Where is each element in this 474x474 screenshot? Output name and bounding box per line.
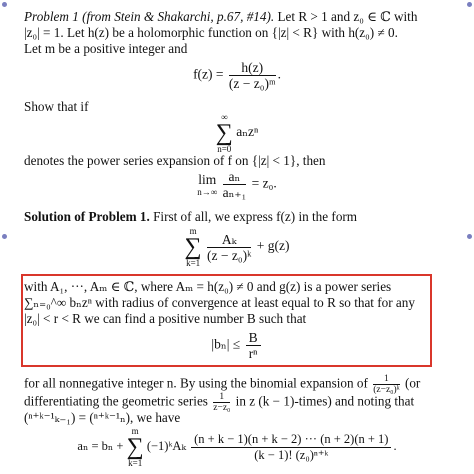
problem-line-2: |z₀| = 1. Let h(z) be a holomorphic function on {|z| < R} with h(z₀) ≠ 0. xyxy=(24,25,398,40)
final-equation xyxy=(0,426,474,468)
solution-title: Solution of Problem 1. xyxy=(24,209,150,224)
final-end: . xyxy=(393,438,397,453)
after-line-1-a: for all nonnegative integer n. By using the binomial expansion of xyxy=(24,375,368,391)
f-lhs: f(z) = xyxy=(193,66,224,82)
limit-denominator: aₙ₊₁ xyxy=(222,185,247,200)
final-denominator: (k − 1)! (z₀)ⁿ⁺ᵏ xyxy=(254,447,329,462)
problem-line-3: Let m be a positive integer and xyxy=(24,41,188,56)
binomial-fraction-denominator: (z−z₀)ᵏ xyxy=(373,385,400,395)
bound-denominator: rⁿ xyxy=(248,346,258,361)
decomposition-equation xyxy=(0,226,474,268)
limit-fraction xyxy=(223,169,247,200)
box-line-1: with A₁, ···, Aₘ ∈ ℂ, where Aₘ = h(z₀) ≠ 0 and g(z) is a power series xyxy=(24,279,392,294)
final-sum-lower: k=1 xyxy=(128,458,143,468)
series-term: aₙzⁿ xyxy=(236,124,259,140)
geometric-fraction-numerator: 1 xyxy=(213,392,230,403)
decomposition-sum-operator: m ∑ k=1 xyxy=(184,226,202,268)
final-mid: (−1)ᵏAₖ xyxy=(146,438,186,453)
power-series-equation xyxy=(0,112,474,154)
problem-heading: Problem 1 (from Stein & Shakarchi, p.67, #14). xyxy=(24,9,275,24)
limit-rhs: = z₀. xyxy=(251,175,277,191)
geometric-fraction-denominator: z−z₀ xyxy=(213,403,231,413)
f-end: . xyxy=(277,66,281,82)
bound-lhs: |bₙ| ≤ xyxy=(211,336,241,352)
limit-equation xyxy=(0,169,474,200)
after-line-3: (ⁿ⁺ᵏ⁻¹ₖ₋₁) = (ⁿ⁺ᵏ⁻¹ₙ), we have xyxy=(24,410,181,425)
after-line-2-a: differentiating the geometric series xyxy=(24,393,208,409)
series-sum-upper: ∞ xyxy=(221,112,228,122)
problem-line-1 xyxy=(24,9,460,25)
denotes-line: denotes the power series expansion of f on {|z| < 1}, then xyxy=(24,153,326,168)
decomposition-fraction xyxy=(207,232,251,263)
limit-numerator: aₙ xyxy=(223,169,247,185)
bound-fraction xyxy=(246,330,261,361)
decomposition-sum-upper: m xyxy=(189,226,197,236)
final-fraction xyxy=(191,432,391,463)
f-fraction xyxy=(229,60,276,91)
series-sum-lower: n=0 xyxy=(217,144,232,154)
binomial-fraction-numerator: 1 xyxy=(373,374,399,385)
after-line-2-b: in z (k − 1)-times) and noting that xyxy=(235,393,415,409)
f-definition-equation xyxy=(0,60,474,91)
final-sum-operator: m ∑ k=1 xyxy=(126,426,144,468)
final-numerator: (n + k − 1)(n + k − 2) ··· (n + 2)(n + 1) xyxy=(191,432,391,448)
decomposition-rest: + g(z) xyxy=(256,238,290,254)
show-that-line: Show that if xyxy=(24,99,89,114)
decomposition-numerator: Aₖ xyxy=(207,232,251,248)
series-sum-operator: ∞ ∑ n=0 xyxy=(215,112,233,154)
problem-line-1-rest: Let R > 1 and z₀ ∈ ℂ with xyxy=(277,9,418,24)
f-denominator: (z − z₀)ᵐ xyxy=(228,76,276,91)
decomposition-sum-lower: k=1 xyxy=(186,258,201,268)
decomposition-denominator: (z − z₀)ᵏ xyxy=(207,247,252,263)
limit-word: lim xyxy=(198,172,217,187)
corner-dot-top-right xyxy=(467,2,472,7)
final-lhs: aₙ = bₙ + xyxy=(77,438,124,453)
solution-intro: First of all, we express f(z) in the form xyxy=(153,209,358,224)
final-sum-upper: m xyxy=(131,426,139,436)
f-numerator: h(z) xyxy=(229,60,276,76)
bound-equation xyxy=(0,330,474,361)
solution-title-line xyxy=(24,209,460,225)
limit-operator xyxy=(197,172,217,197)
limit-subscript: n→∞ xyxy=(197,187,218,197)
box-line-2: ∑ₙ₌₀^∞ bₙzⁿ with radius of convergence at least equal to R so that for any xyxy=(24,295,415,310)
corner-dot-top-left xyxy=(2,2,7,7)
box-line-3: |z₀| < r < R we can find a positive number B such that xyxy=(24,311,307,326)
bound-numerator: B xyxy=(246,330,261,346)
after-line-1-b: (or xyxy=(404,375,421,391)
